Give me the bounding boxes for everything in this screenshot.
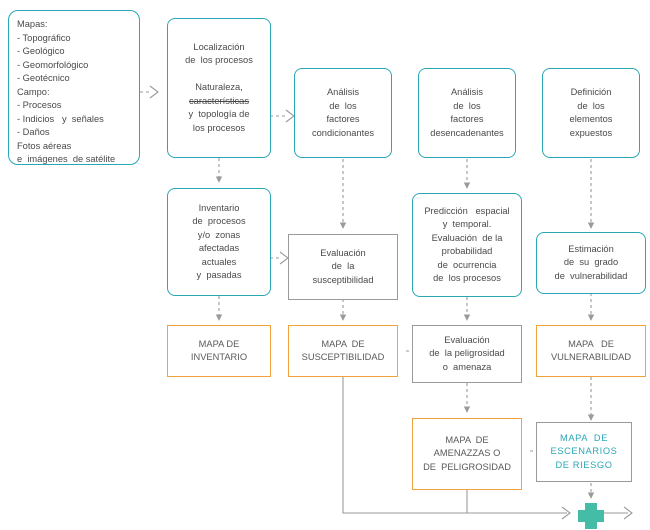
mapa-escenarios-line-0: MAPA DE — [559, 432, 609, 443]
legend-box — [8, 10, 140, 165]
prediccion-line-5: de los procesos — [433, 273, 501, 283]
inventario-line-2: y/o zonas — [197, 229, 241, 240]
condicionantes-line-1: de los — [329, 100, 357, 111]
inventario-line-0: Inventario — [198, 202, 240, 213]
prediccion-line-4: de ocurrencia — [437, 259, 497, 270]
legend-line-9: Fotos aéreas — [17, 140, 72, 151]
node-mapa-inventario — [167, 325, 271, 377]
mapa-amenazas-line-1: AMENAZZAS O — [433, 448, 501, 459]
mapa-escenarios-line-1: ESCENARIOS — [550, 446, 618, 457]
elementos-line-0: Definición — [570, 87, 612, 97]
elementos-line-3: expuestos — [569, 127, 613, 138]
node-analisis-factores-desencadenantes — [418, 68, 516, 158]
condicionantes-line-3: condicionantes — [311, 127, 375, 138]
legend-line-6: - Procesos — [17, 100, 62, 110]
localizacion-line-5: y topología de — [188, 109, 250, 120]
node-mapa-escenarios-riesgo — [536, 422, 632, 482]
localizacion-line-3: Naturaleza, — [195, 82, 243, 93]
mapa-susc-line-1: SUSCEPTIBILIDAD — [301, 352, 385, 362]
plus-cross-icon — [578, 503, 604, 529]
elementos-line-1: de los — [577, 100, 605, 111]
mapa-inventario-line-0: MAPA DE — [198, 338, 240, 349]
node-mapa-susceptibilidad — [288, 325, 398, 377]
arrow-localizacion-to-condicionantes — [270, 110, 294, 122]
peligrosidad-line-2: o amenaza — [442, 361, 492, 372]
legend-line-0: Mapas: — [17, 19, 48, 29]
desencadenantes-line-3: desencadenantes — [430, 127, 504, 138]
condicionantes-line-0: Análisis — [326, 87, 360, 97]
node-mapa-amenazas — [412, 418, 522, 490]
estimacion-line-1: de su grado — [563, 257, 619, 268]
node-prediccion-espacial-temporal — [412, 193, 522, 297]
peligrosidad-line-1: de la peligrosidad — [429, 348, 505, 359]
inventario-line-3: afectadas — [198, 243, 240, 253]
node-analisis-factores-condicionantes — [294, 68, 392, 158]
arrow-legend-to-localizacion — [140, 86, 158, 98]
mapa-amenazas-line-2: DE PELIGROSIDAD — [423, 461, 511, 472]
legend-line-7: - Indicios y señales — [17, 113, 104, 124]
elementos-line-2: elementos — [569, 114, 613, 124]
legend-line-2: - Geológico — [17, 46, 65, 56]
estimacion-line-0: Estimación — [568, 243, 614, 254]
legend-line-5: Campo: — [17, 86, 50, 97]
mapa-susc-line-0: MAPA DE — [321, 338, 365, 349]
evaluacion-susc-line-0: Evaluación — [320, 247, 366, 258]
localizacion-line-0: Localización — [193, 41, 245, 52]
mapa-escenarios-line-2: DE RIESGO — [555, 459, 613, 470]
localizacion-line-1: de los procesos — [185, 55, 253, 66]
legend-line-1: - Topográfico — [17, 32, 71, 43]
node-estimacion-vulnerabilidad — [536, 232, 646, 294]
node-evaluacion-susceptibilidad — [288, 234, 398, 300]
node-localizacion-procesos — [167, 18, 271, 158]
mapa-vuln-line-0: MAPA DE — [568, 338, 614, 349]
desencadenantes-line-0: Análisis — [450, 87, 484, 97]
evaluacion-susc-line-2: susceptibilidad — [312, 274, 374, 285]
mapa-amenazas-line-0: MAPA DE — [445, 434, 489, 445]
evaluacion-susc-line-1: de la — [331, 261, 355, 272]
arrow-inventario-to-susceptibilidad — [270, 252, 288, 264]
legend-line-3: - Geomorfológico — [17, 59, 89, 70]
localizacion-line-4: características — [189, 95, 249, 106]
desencadenantes-line-2: factores — [450, 114, 484, 124]
node-definicion-elementos-expuestos — [542, 68, 640, 158]
mapa-inventario-line-1: INVENTARIO — [190, 352, 248, 362]
node-inventario-procesos — [167, 188, 271, 296]
condicionantes-line-2: factores — [326, 114, 360, 124]
prediccion-line-1: y temporal. — [442, 219, 492, 229]
node-evaluacion-peligrosidad — [412, 325, 522, 383]
inventario-line-1: de procesos — [192, 216, 246, 226]
localizacion-line-6: los procesos — [192, 122, 246, 133]
prediccion-line-0: Predicción espacial — [424, 205, 510, 216]
legend-line-4: - Geotécnico — [17, 73, 70, 83]
node-mapa-vulnerabilidad — [536, 325, 646, 377]
legend-line-8: - Daños — [17, 127, 50, 137]
prediccion-line-2: Evaluación de la — [431, 232, 503, 243]
inventario-line-4: actuales — [201, 256, 237, 267]
peligrosidad-line-0: Evaluación — [444, 334, 490, 345]
estimacion-line-2: de vulnerabilidad — [554, 270, 628, 281]
localizacion-spacer — [218, 68, 221, 82]
prediccion-line-3: probabilidad — [441, 246, 493, 256]
desencadenantes-line-1: de los — [453, 100, 481, 111]
legend-line-10: e imágenes de satélite — [17, 154, 116, 164]
inventario-line-5: y pasadas — [196, 270, 242, 280]
mapa-vuln-line-1: VULNERABILIDAD — [550, 352, 632, 362]
